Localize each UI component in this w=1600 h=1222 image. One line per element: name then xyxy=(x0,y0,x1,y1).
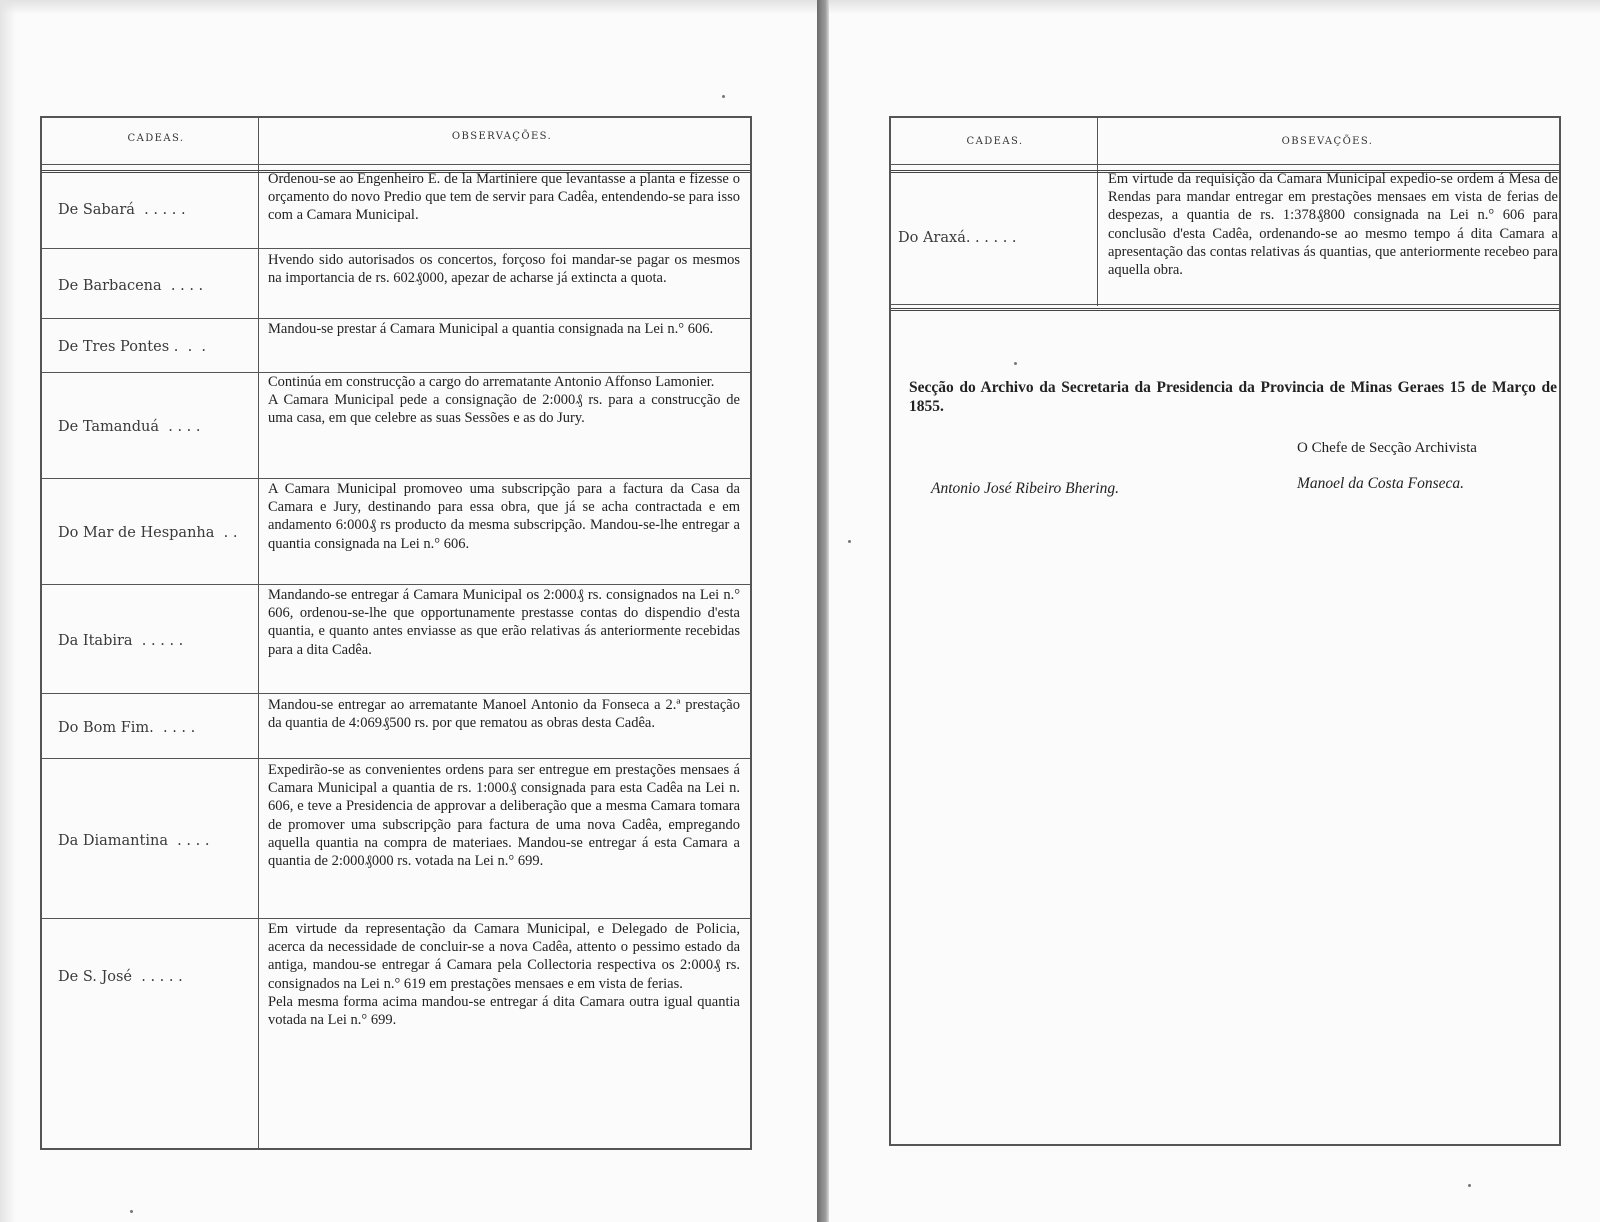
header-rule xyxy=(891,164,1559,165)
observation-cell xyxy=(268,320,740,338)
observation-cell xyxy=(268,251,740,287)
observation-paragraph: Mandou-se prestar á Camara Municipal a quantia consignada na Lei n.° 606. xyxy=(268,321,714,337)
observation-cell xyxy=(268,480,740,553)
cadea-name: De Tamanduá . . . . xyxy=(58,418,201,435)
observation-cell xyxy=(268,586,740,659)
row-rule xyxy=(42,918,750,919)
cadea-name: Do Mar de Hespanha . . xyxy=(58,525,238,541)
place-date-line: Secção do Archivo da Secretaria da Presidencia da Provincia de Minas Geraes 15 de Março de 1855. xyxy=(909,379,1557,415)
row-rule xyxy=(42,318,750,319)
observation-cell xyxy=(268,373,740,428)
observation-paragraph: Ordenou-se ao Engenheiro E. de la Martiniere que levantasse a planta e fizesse o orçamento do novo Predio que tem de servir para Cadêa, entendendo-se para isso com a Camara Municipal. xyxy=(268,171,740,224)
observation-paragraph: Hvendo sido autorisados os concertos, forçoso foi mandar-se pagar os mesmos na importancia de rs. 602₰000, apezar de acharse já extincta a quota. xyxy=(268,252,740,287)
signer-right: Manoel da Costa Fonseca. xyxy=(1297,475,1465,492)
scan-speck xyxy=(1014,362,1017,365)
observation-paragraph: Em virtude da representação da Camara Municipal, e Delegado de Policia, acerca da necessidade de concluir-se a nova Cadêa, attento o pessimo estado da antiga, mandou-se entregar á Camara pela Collectoria respectiva os 2:000₰ rs. consignados na Lei n.° 619 em prestações mensaes e em vista de ferias. xyxy=(268,921,740,992)
observation-paragraph: Em virtude da requisição da Camara Municipal expedio-se ordem á Mesa de Rendas para mandar entregar em prestações mensaes em vista de ferias de despezas, a quantia de rs. 1:378₰800 consignada na Lei n.° 606 para conclusão d'esta Cadêa, ordenando-se ao mesmo tempo á dita Camara a apresentação das contas relativas ás quantias, que anteriormente recebeo para aquella obra. xyxy=(1108,171,1558,279)
right-col-header-cadeas: CADEAS. xyxy=(966,136,1024,147)
row-rule xyxy=(42,478,750,479)
observation-paragraph: Expedirão-se as convenientes ordens para ser entregue em prestações mensaes á Camara Municipal a quantia de rs. 1:000₰ consignada para esta Cadêa na Lei n. 606, e teve a Presidencia de approvar a deliberação que a mesma Camara tomara de promover uma subscripção para factura de uma nova Cadêa, empregando aquella quantia na compra de materiaes. Mandou-se entregar á esta Camara a quantia de 2:000₰000 rs. votada na Lei n.° 699. xyxy=(268,762,740,870)
scan-top-shadow xyxy=(0,0,1600,14)
row-rule xyxy=(42,584,750,585)
observation-paragraph: Continúa em construcção a cargo do arrematante Antonio Affonso Lamonier. xyxy=(268,374,715,390)
cadea-name: Da Itabira . . . . . xyxy=(58,632,184,649)
cadea-name: De Sabará . . . . . xyxy=(58,202,186,218)
observation-paragraph: Pela mesma forma acima mandou-se entregar á dita Camara outra igual quantia votada na Lei n.° 699. xyxy=(268,993,740,1029)
row-rule xyxy=(42,693,750,694)
chief-title: O Chefe de Secção Archivista xyxy=(1297,440,1477,456)
observation-cell xyxy=(268,761,740,870)
observation-paragraph: A Camara Municipal promoveo uma subscripção para a factura da Casa da Camara e Jury, destinando para essa obra, que já se acha contractada e em andamento 6:000₰ rs producto da mesma subscripção. Mandou-se-lhe entregar a quantia consignada na Lei n.° 606. xyxy=(268,481,740,552)
scan-left-shadow xyxy=(0,0,16,1222)
cadea-name: De Tres Pontes . . . xyxy=(58,339,207,355)
left-col-header-cadeas: CADEAS. xyxy=(127,133,185,144)
observation-cell xyxy=(268,696,740,732)
row-rule xyxy=(42,758,750,759)
scan-speck xyxy=(130,1210,133,1213)
left-col-header-observacoes: OBSERVAÇÕES. xyxy=(451,131,553,142)
cadea-name: De S. José . . . . . xyxy=(58,969,183,985)
observation-paragraph: Mandou-se entregar ao arrematante Manoel Antonio da Fonseca a 2.ª prestação da quantia de 4:069₰500 rs. por que rematou as obras desta Cadêa. xyxy=(268,697,740,732)
signer-left: Antonio José Ribeiro Bhering. xyxy=(931,480,1119,497)
row-rule xyxy=(42,248,750,249)
observation-cell xyxy=(268,920,740,1029)
scan-speck xyxy=(848,540,851,543)
header-rule xyxy=(42,164,750,165)
right-column-divider xyxy=(1097,118,1098,306)
right-col-header-observacoes: OBSEVAÇÕES. xyxy=(1281,136,1374,147)
book-spine xyxy=(817,0,829,1222)
left-column-divider xyxy=(258,118,259,1148)
observation-paragraph: A Camara Municipal pede a consignação de 2:000₰ rs. para a construcção de uma casa, em que celebre as suas Sessões e as do Jury. xyxy=(268,392,740,427)
table-end-rule xyxy=(891,308,1559,311)
scan-speck xyxy=(722,95,725,98)
cadea-name: Do Bom Fim. . . . . xyxy=(58,720,196,736)
observation-paragraph: Mandando-se entregar á Camara Municipal os 2:000₰ rs. consignados na Lei n.° 606, ordenou-se-lhe que opportunamente prestasse contas do dispendio d'esta quantia, e quanto antes enviasse as que erão relativas ás anteriormente recebidas para a dita Cadêa. xyxy=(268,587,740,658)
cadea-name: De Barbacena . . . . xyxy=(58,277,204,294)
cadea-name: Do Araxá. . . . . . xyxy=(898,230,1017,246)
cadea-name: Da Diamantina . . . . xyxy=(58,832,210,849)
scan-speck xyxy=(1468,1184,1471,1187)
row-rule xyxy=(891,304,1559,305)
observation-cell xyxy=(1108,170,1558,279)
observation-cell xyxy=(268,170,740,225)
